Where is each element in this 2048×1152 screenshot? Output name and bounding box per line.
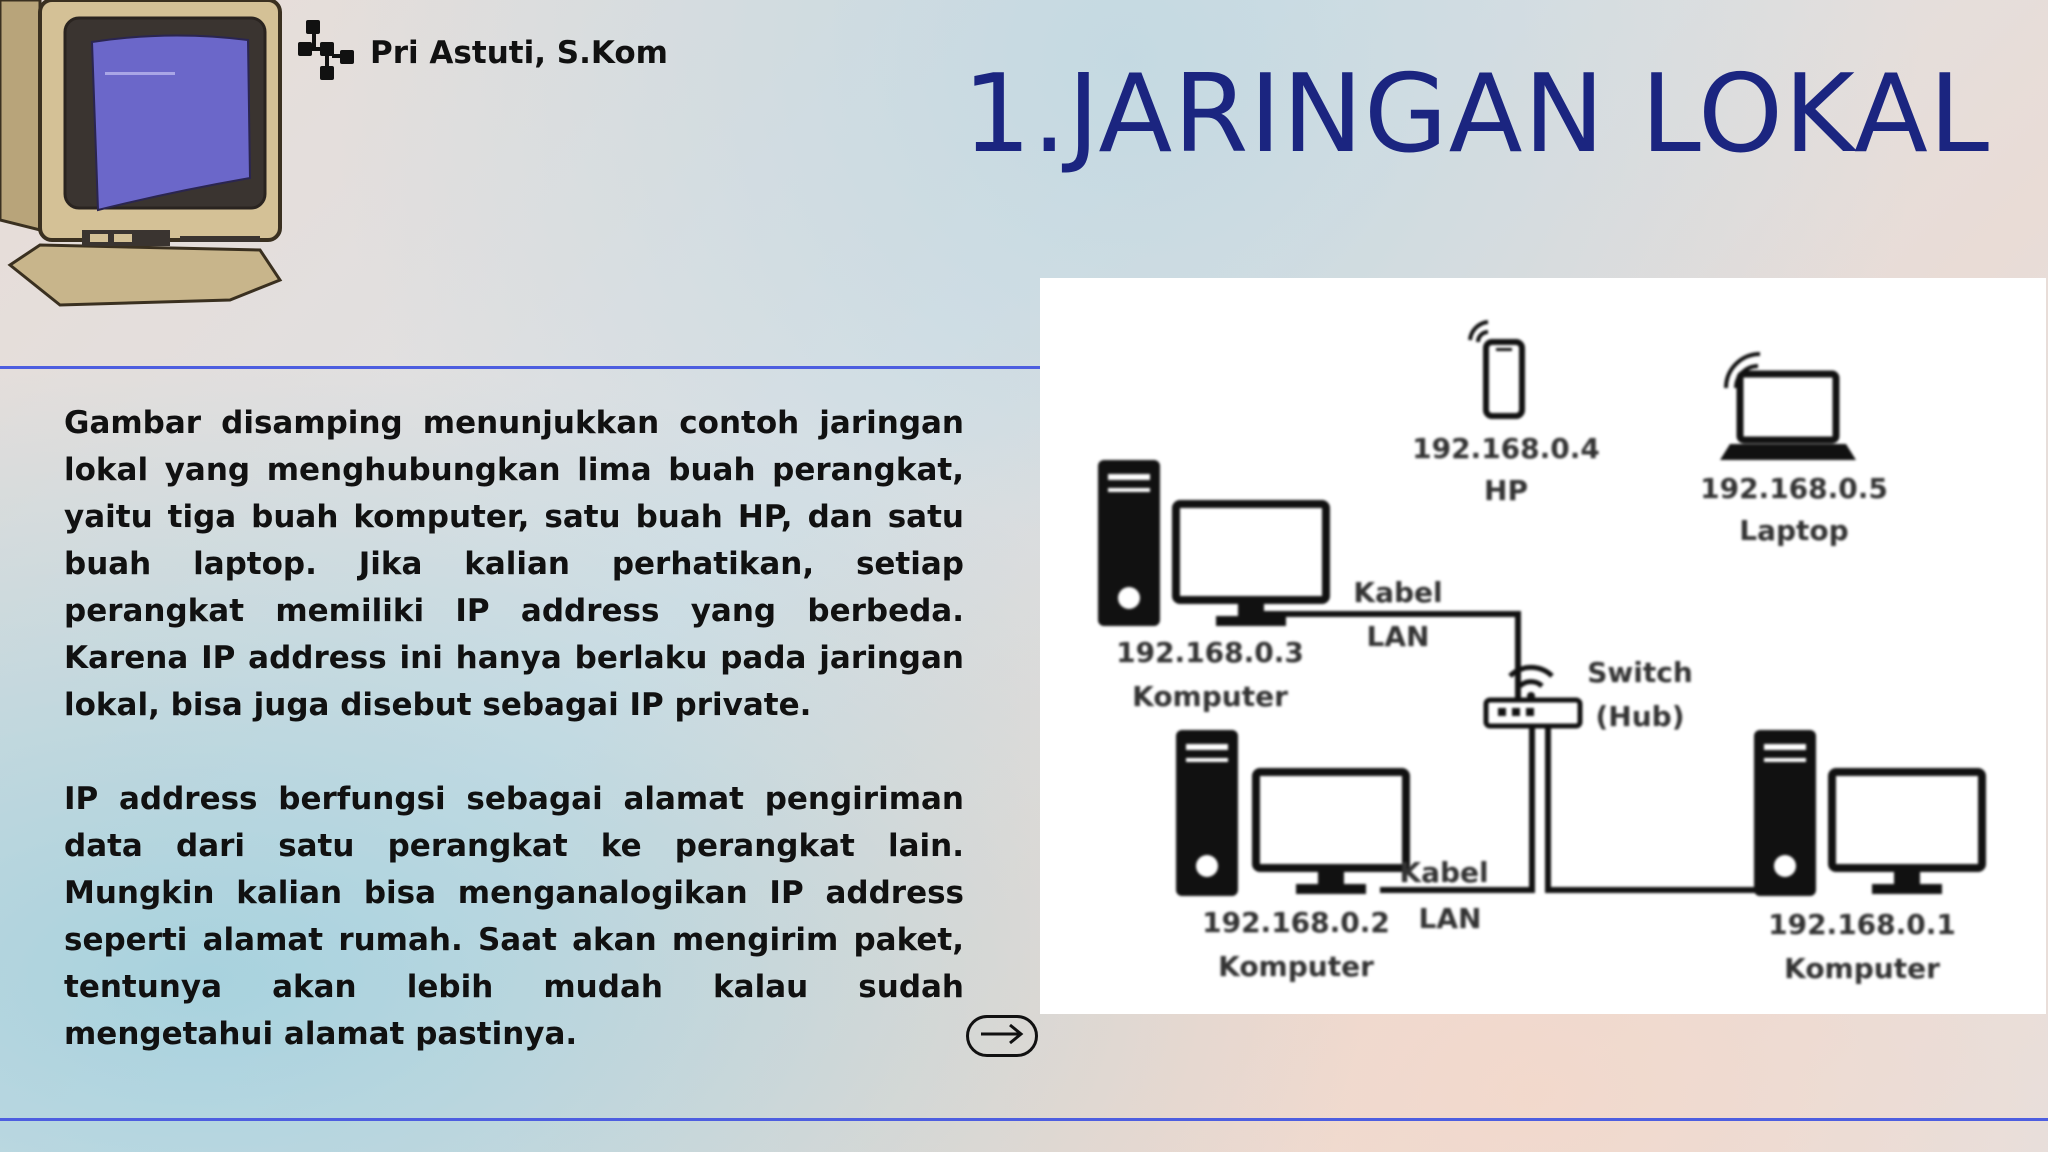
body-text (64, 400, 964, 1105)
network-diagram (1040, 278, 2046, 1014)
cable-bottom-label-line1: Kabel (1399, 856, 1489, 889)
computer-1-label: Komputer (1784, 952, 1940, 985)
network-logo-icon (298, 18, 356, 88)
smartphone-icon (1470, 322, 1522, 416)
computer-2-label: Komputer (1218, 950, 1374, 983)
bottom-divider (0, 1118, 2048, 1121)
paragraph-2: IP address berfungsi sebagai alamat pengiriman data dari satu perangkat ke perangkat lain. Mungkin kalian bisa menganalogikan IP address seperti alamat rumah. Saat akan mengirim paket, tentunya akan lebih mudah kalau sudah mengetahui alamat pastinya. (64, 781, 964, 1052)
top-divider (0, 366, 1040, 369)
author-header (298, 18, 668, 88)
computer-3-ip: 192.168.0.3 (1116, 636, 1304, 669)
computer-1-icon (1754, 730, 1982, 896)
paragraph-1: Gambar disamping menunjukkan contoh jaringan lokal yang menghubungkan lima buah perangkat, yaitu tiga buah komputer, satu buah HP, dan satu buah laptop. Jika kalian perhatikan, setiap perangkat memiliki IP address yang berbeda. Karena IP address ini hanya berlaku pada jaringan lokal, bisa juga disebut sebagai IP private. (64, 405, 964, 723)
computer-3-label: Komputer (1132, 680, 1288, 713)
arrow-right-icon (978, 1022, 1026, 1050)
computer-2-icon (1176, 730, 1406, 896)
computer-3-icon (1098, 460, 1326, 626)
computer-1-ip: 192.168.0.1 (1768, 908, 1956, 941)
cable-top-label-line2: LAN (1366, 620, 1430, 653)
switch-icon (1486, 667, 1580, 726)
next-button[interactable] (966, 1015, 1038, 1057)
switch-label-line1: Switch (1587, 656, 1693, 689)
laptop-ip: 192.168.0.5 (1700, 472, 1888, 505)
author-name: Pri Astuti, S.Kom (370, 35, 668, 71)
laptop-icon (1720, 354, 1856, 460)
hp-ip: 192.168.0.4 (1412, 432, 1600, 465)
computer-2-ip: 192.168.0.2 (1202, 906, 1390, 939)
hp-label: HP (1484, 474, 1528, 507)
laptop-label: Laptop (1739, 514, 1849, 547)
cable-bottom-label-line2: LAN (1418, 902, 1482, 935)
cable-top-label-line1: Kabel (1353, 576, 1443, 609)
retro-monitor-icon (0, 0, 290, 310)
switch-label-line2: (Hub) (1595, 700, 1685, 733)
page-title: 1.JARINGAN LOKAL (962, 52, 1990, 177)
